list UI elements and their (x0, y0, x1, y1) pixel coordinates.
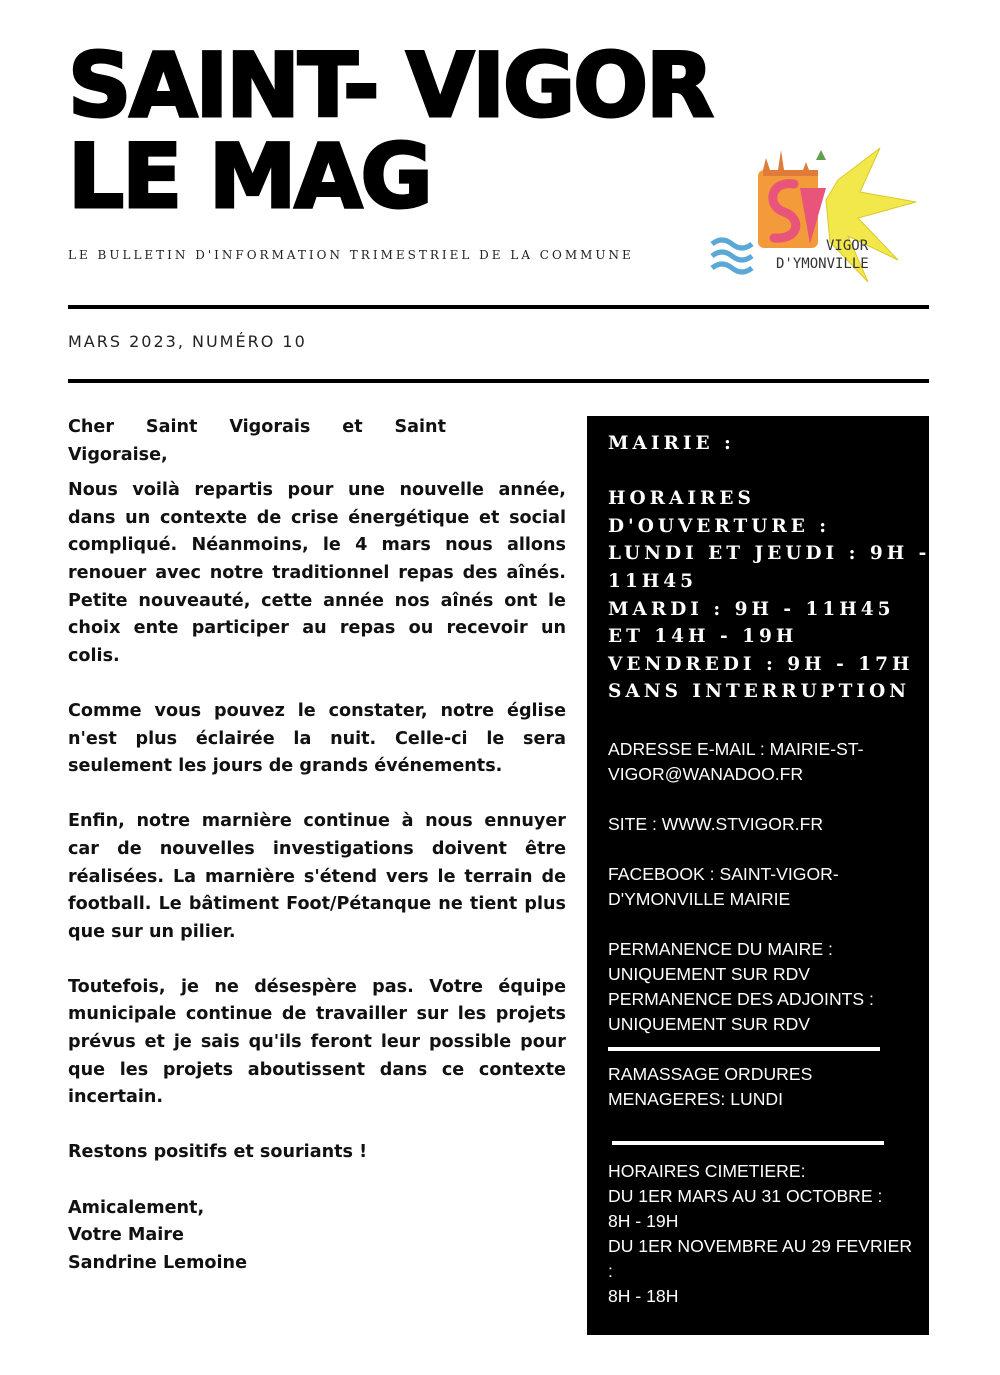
magazine-title-line-2: LE MAG (68, 125, 431, 228)
sidebar-divider-1 (608, 1047, 880, 1051)
opening-hours-monday-thursday: LUNDI ET JEUDI : 9H - (608, 543, 931, 565)
permanence-adjoints-label: PERMANENCE DES ADJOINTS : (608, 989, 874, 1009)
sidebar-heading: MAIRIE : (608, 433, 735, 454)
letter-paragraph-3: Enfin, notre marnière continue à nous ennuyer car de nouvelles investigations doivent être réalisées. La marnière s'étend vers le terrain de football. Le bâtiment Foot/Pétanque ne tient plus que sur un pilier. (68, 811, 566, 942)
logo-blue-wave-3 (712, 264, 752, 272)
header-rule-bottom (68, 379, 929, 383)
permanence-adjoints-value: UNIQUEMENT SUR RDV (608, 1014, 811, 1034)
letter-paragraph-5: Restons positifs et souriants ! (68, 1142, 368, 1163)
letter-closing: Amicalement, (68, 1197, 205, 1218)
mairie-email: ADRESSE E-MAIL : MAIRIE-ST-VIGOR@WANADOO.FR (608, 739, 864, 784)
permanence-maire-value: UNIQUEMENT SUR RDV (608, 964, 811, 984)
cemetery-hours-summer: 8H - 19H (608, 1211, 679, 1231)
commune-logo-graphic (708, 140, 923, 290)
letter-greeting: Cher Saint Vigorais et Saint Vigoraise, (68, 417, 446, 465)
opening-hours-friday: VENDREDI : 9H - 17H (608, 653, 914, 675)
logo-text-line-2: D'YMONVILLE (776, 256, 869, 272)
sidebar-divider-2 (612, 1141, 884, 1145)
letter-signature-role: Votre Maire (68, 1225, 184, 1246)
mairie-facebook: FACEBOOK : SAINT-VIGOR-D'YMONVILLE MAIRIE (608, 864, 839, 909)
mayor-letter (68, 414, 566, 1277)
opening-hours-tuesday: MARDI : 9H - 11H45 (608, 598, 895, 620)
opening-hours-tuesday-afternoon: ET 14H - 19H (608, 626, 798, 648)
cemetery-hours-title: HORAIRES CIMETIERE: (608, 1161, 806, 1181)
cemetery-hours-winter: 8H - 18H (608, 1286, 679, 1306)
cemetery-period-summer: DU 1ER MARS AU 31 OCTOBRE : (608, 1186, 883, 1206)
mairie-info-sidebar (587, 416, 929, 1335)
logo-text-line-1: VIGOR (826, 238, 869, 254)
logo-blue-wave-2 (712, 252, 752, 260)
mairie-website: SITE : WWW.STVIGOR.FR (608, 814, 824, 834)
letter-paragraph-1: Nous voilà repartis pour une nouvelle année, dans un contexte de crise énergétique et social compliqué. Néanmoins, le 4 mars nous allons renouer avec notre traditionnel repas des aînés. Petite nouveauté, cette année nos aînés ont le choix ente participer au repas ou recevoir un colis. (68, 480, 566, 666)
header-rule-top (68, 305, 929, 309)
waste-collection-info: RAMASSAGE ORDURES MENAGERES: LUNDI (608, 1064, 813, 1109)
letter-signature-name: Sandrine Lemoine (68, 1252, 248, 1273)
issue-date: MARS 2023, NUMÉRO 10 (68, 332, 307, 351)
magazine-subtitle: LE BULLETIN D'INFORMATION TRIMESTRIEL DE LA COMMUNE (68, 248, 634, 262)
magazine-title-line-1: SAINT- VIGOR (68, 34, 712, 137)
opening-hours-title-2: D'OUVERTURE : (608, 515, 831, 537)
opening-hours-title-1: HORAIRES (608, 488, 755, 510)
permanence-maire-label: PERMANENCE DU MAIRE : (608, 939, 833, 959)
sidebar-contact-block (608, 737, 920, 1309)
opening-hours-monday-thursday-end: 11H45 (608, 570, 697, 592)
logo-green-accent (816, 150, 826, 160)
commune-logo (708, 140, 923, 290)
opening-hours-friday-note: SANS INTERRUPTION (608, 681, 911, 703)
cemetery-period-winter: DU 1ER NOVEMBRE AU 29 FEVRIER : (608, 1236, 913, 1281)
logo-church-silhouette (763, 150, 818, 176)
letter-paragraph-2: Comme vous pouvez le constater, notre église n'est plus éclairée la nuit. Celle-ci le sera seulement les jours de grands événements. (68, 700, 566, 777)
sidebar-heading-block (608, 430, 931, 706)
logo-blue-wave-1 (712, 240, 752, 248)
letter-paragraph-4: Toutefois, je ne désespère pas. Votre équipe municipale continue de travailler sur les projets prévus et je sais qu'ils feront leur possible pour que les projets aboutissent dans ce contexte incertain. (68, 976, 566, 1108)
